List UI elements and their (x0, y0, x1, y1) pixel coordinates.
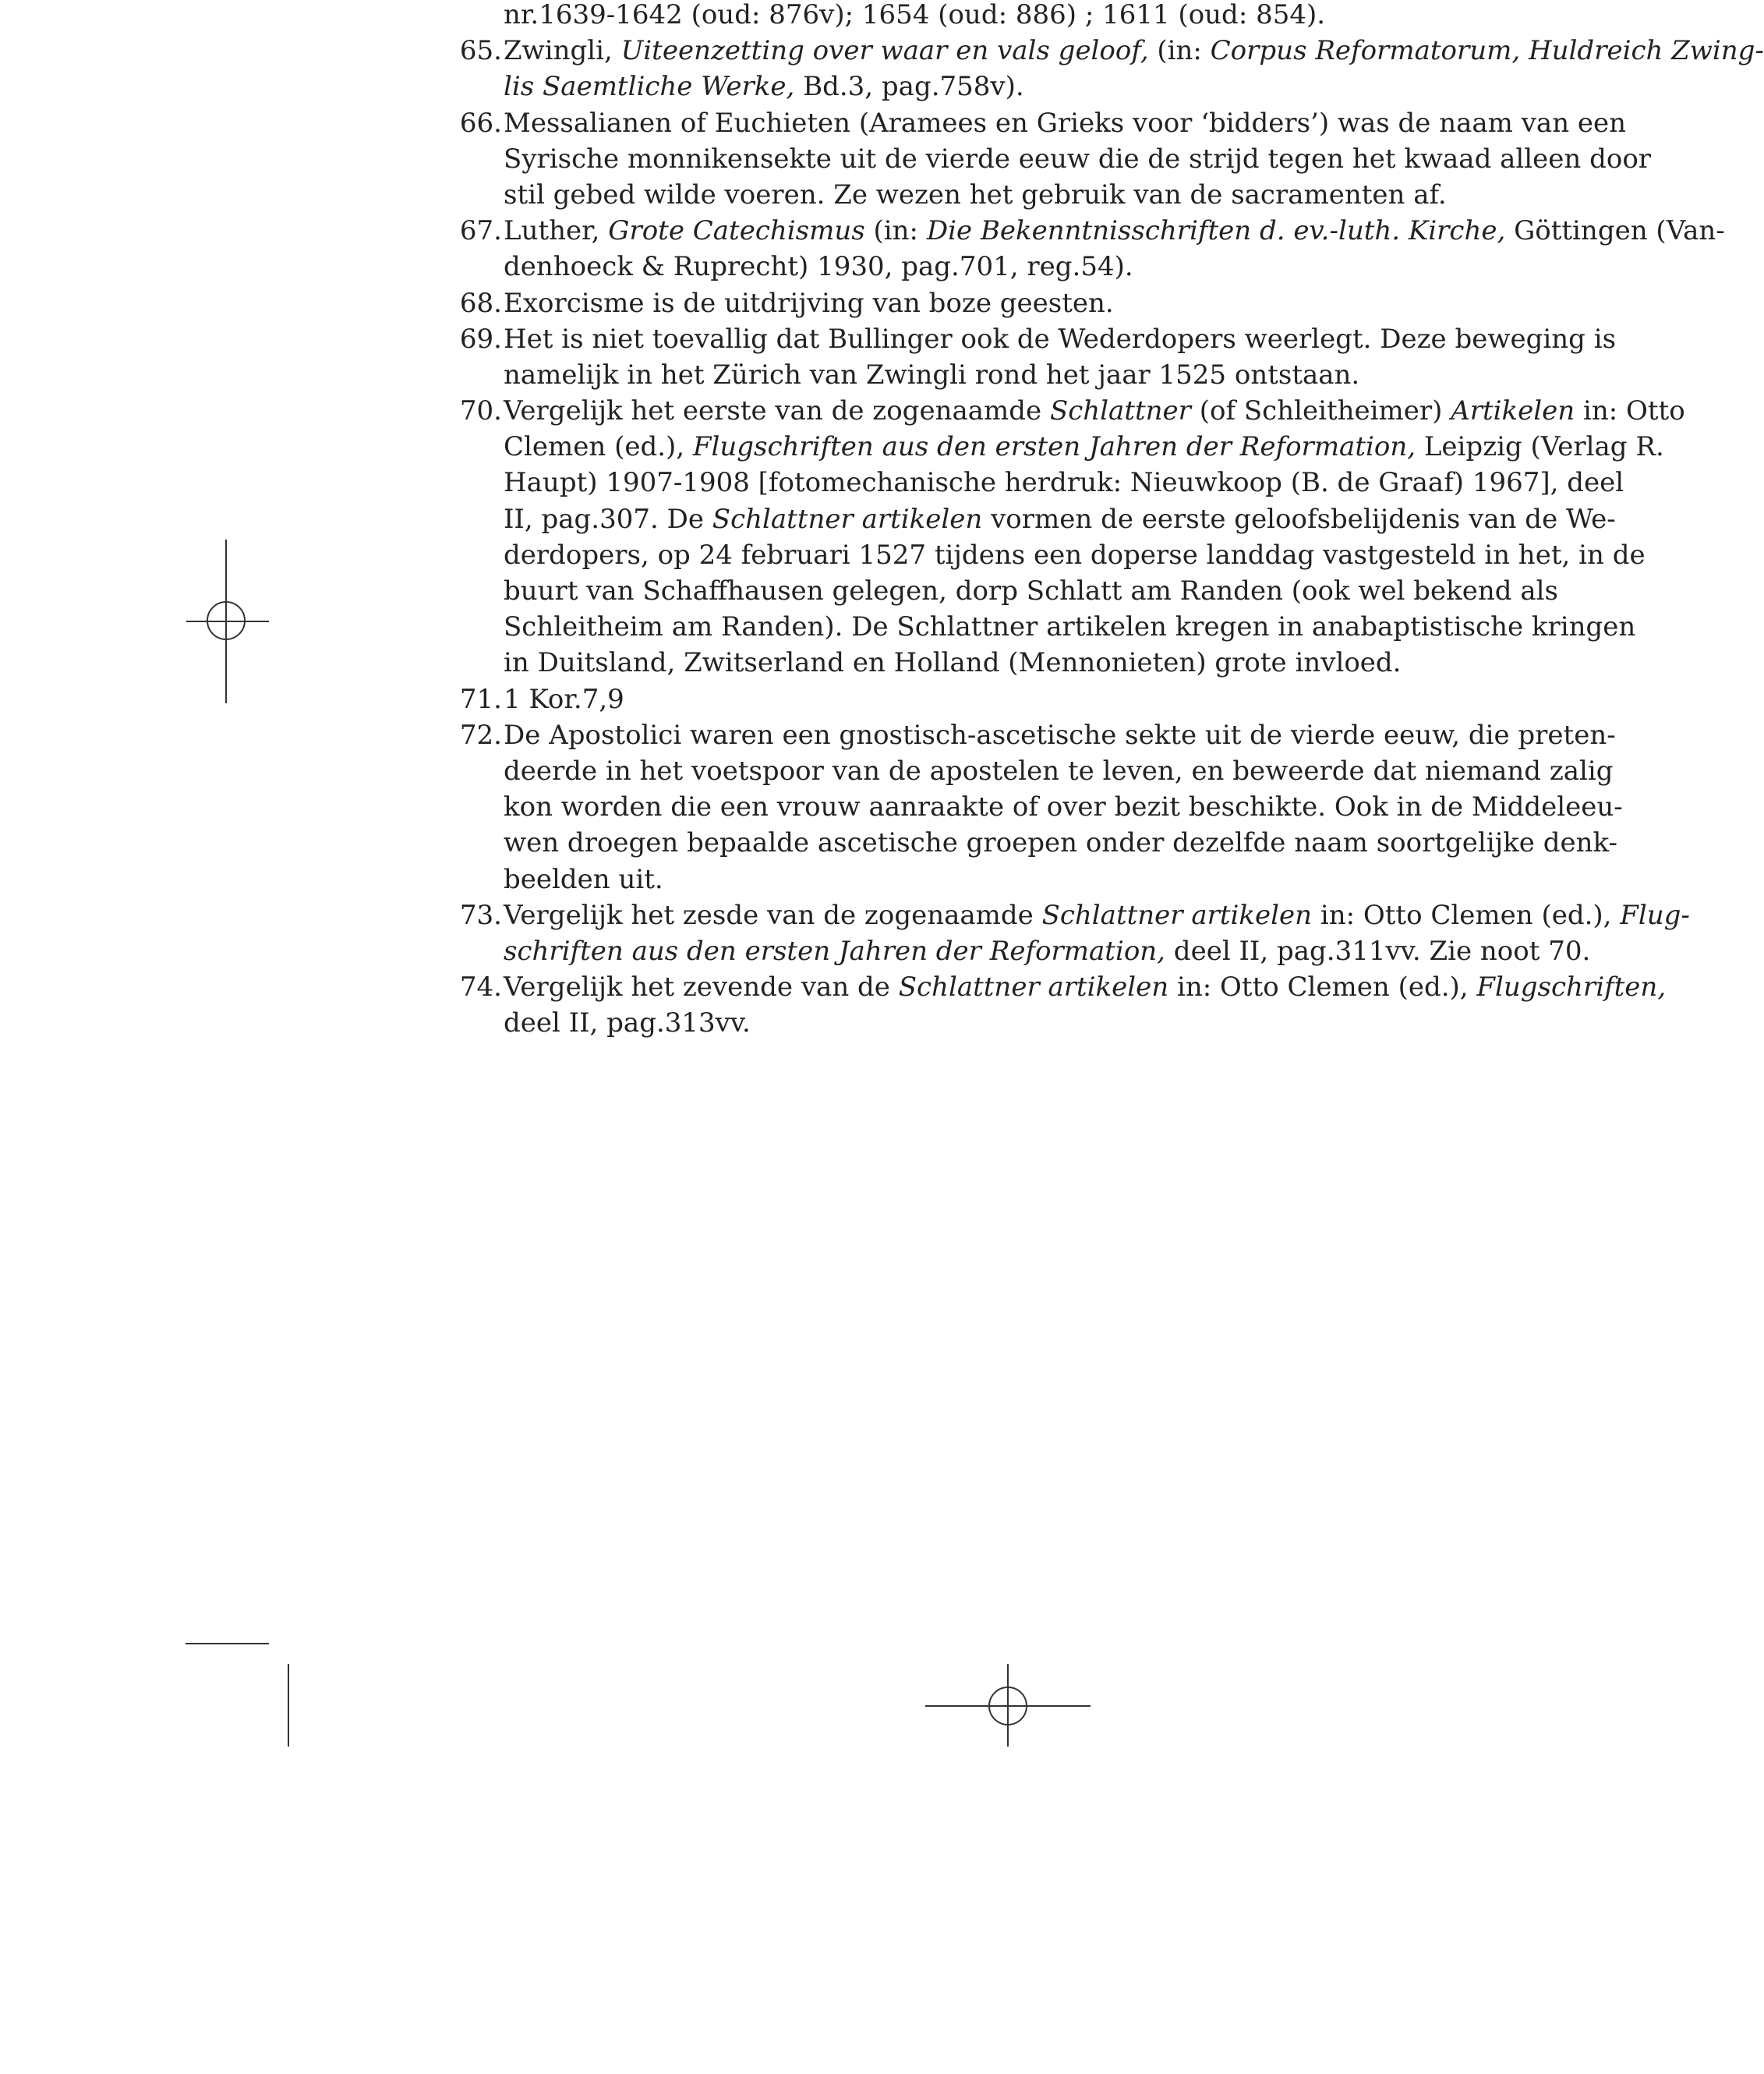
footnote-italic-text: Uiteenzetting over waar en vals geloof, (620, 35, 1149, 67)
footnote-text (504, 1005, 751, 1041)
footnote-plain-text: Schleitheim am Randen). De Schlattner artikelen kregen in anabaptistische kringen (504, 611, 1636, 643)
footnote-line-continuation (437, 249, 1438, 285)
footnote-text (504, 105, 1626, 141)
footnote-line-continuation (437, 537, 1646, 573)
footnote-text (504, 753, 1614, 789)
footnote-line-start (437, 393, 1685, 429)
footnote-line-start (437, 969, 1667, 1005)
footnote-text (504, 933, 1590, 969)
footnote-plain-text: II, pag.307. De (504, 503, 712, 535)
footnote-plain-text: deel II, pag.313vv. (504, 1007, 751, 1039)
footnote-plain-text: Luther, (504, 215, 609, 247)
footnote-plain-text: (in: (864, 215, 927, 247)
footnote-plain-text: Vergelijk het eerste van de zogenaamde (504, 395, 1050, 427)
footnote-number: 70. (459, 395, 502, 427)
footnote-plain-text: buurt van Schaffhausen gelegen, dorp Schlatt am Randen (ook wel bekend als (504, 575, 1558, 607)
footnote-text (504, 285, 1114, 321)
footnote-line-continuation (437, 465, 1624, 501)
footnote-text (504, 501, 1616, 537)
footnote-number: 67. (459, 215, 502, 247)
footnote-text (504, 141, 1651, 177)
footnote-line-continuation (437, 69, 1438, 104)
footnote-text (504, 213, 1725, 249)
footnote-text (504, 645, 1401, 681)
footnote-text (504, 0, 1325, 33)
footnote-plain-text: Syrische monnikensekte uit de vierde eeuw die de strijd tegen het kwaad alleen door (504, 143, 1652, 175)
footnote-plain-text: Zwingli, (504, 35, 621, 67)
footnote-line-continuation (437, 141, 1652, 177)
footnote-plain-text: Clemen (ed.), (504, 431, 693, 463)
footnote-plain-text: in: Otto Clemen (ed.), (1312, 899, 1621, 931)
footnote-plain-text: deerde in het voetspoor van de apostelen te leven, en beweerde dat niemand zalig (504, 755, 1614, 787)
footnote-line-continuation (437, 862, 1438, 897)
footnote-italic-text: Grote Catechismus (608, 215, 865, 247)
footnote-text (504, 249, 1133, 285)
footnote-line-start (437, 717, 1616, 753)
footnote-plain-text: Göttingen (Van- (1505, 215, 1725, 247)
footnote-italic-text: Artikelen (1451, 395, 1575, 427)
footnote-number: 71. (459, 683, 502, 715)
footnote-text (504, 825, 1617, 861)
footnote-plain-text: Messalianen of Euchieten (Aramees en Grieks voor ‘bidders’) was de naam van een (504, 107, 1627, 139)
footnote-text (504, 33, 1764, 69)
footnote-plain-text: in: Otto Clemen (ed.), (1168, 972, 1477, 1003)
footnote-italic-text: Schlattner artikelen (712, 503, 983, 535)
footnote-text (504, 357, 1359, 393)
footnote-text (504, 573, 1558, 609)
footnote-plain-text: denhoeck & Ruprecht) 1930, pag.701, reg.54). (504, 251, 1133, 283)
footnote-text (504, 537, 1646, 573)
footnote-line-continuation (437, 177, 1447, 213)
footnote-line-continuation (437, 789, 1623, 825)
footnote-line-continuation (437, 429, 1664, 465)
footnote-line-start (437, 105, 1627, 141)
footnote-plain-text: Bd.3, pag.758v). (794, 71, 1024, 103)
footnote-italic-text: Corpus Reformatorum, Huldreich Zwing- (1210, 35, 1764, 67)
footnote-plain-text: Vergelijk het zevende van de (504, 972, 899, 1003)
footnote-italic-text: Flugschriften aus den ersten Jahren der Reformation, (692, 431, 1416, 463)
footnote-italic-text: Flugschriften, (1476, 972, 1667, 1003)
footnote-line-start (437, 897, 1690, 933)
footnote-plain-text: Leipzig (Verlag R. (1416, 431, 1664, 463)
footnote-text (504, 321, 1616, 357)
footnote-italic-text: Flug- (1620, 899, 1690, 931)
footnote-text (504, 69, 1024, 104)
footnote-plain-text: Haupt) 1907-1908 [fotomechanische herdruk: Nieuwkoop (B. de Graaf) 1967], deel (504, 467, 1624, 499)
footnote-italic-text: Die Bekenntnisschriften d. ev.-luth. Kirche, (926, 215, 1506, 247)
footnote-number: 74. (459, 972, 502, 1003)
footnote-plain-text: stil gebed wilde voeren. Ze wezen het gebruik van de sacramenten af. (504, 179, 1447, 211)
footnote-plain-text: deel II, pag.311vv. Zie noot 70. (1165, 935, 1591, 967)
footnote-line-start (437, 285, 1438, 321)
footnote-number: 69. (459, 323, 502, 355)
footnote-plain-text: (of Schleitheimer) (1190, 395, 1451, 427)
footnote-number: 73. (459, 899, 502, 931)
footnote-plain-text: nr.1639-1642 (oud: 876v); 1654 (oud: 886) ; 1611 (oud: 854). (504, 0, 1326, 30)
footnote-line-continuation (437, 933, 1591, 969)
footnote-text (504, 969, 1666, 1005)
footnote-italic-text: lis Saemtliche Werke, (504, 71, 795, 103)
footnote-line-continuation (437, 753, 1614, 789)
footnote-italic-text: schriften aus den ersten Jahren der Reformation, (504, 935, 1165, 967)
footnote-text (504, 717, 1616, 753)
footnote-text (504, 393, 1685, 429)
footnote-line-continuation (437, 609, 1636, 645)
footnote-line-continuation (437, 1005, 1438, 1041)
footnote-line-continuation (437, 825, 1617, 861)
footnote-line-continuation (437, 357, 1438, 393)
footnote-plain-text: kon worden die een vrouw aanraakte of over bezit beschikte. Ook in de Middeleeu- (504, 791, 1623, 823)
footnote-plain-text: Vergelijk het zesde van de zogenaamde (504, 899, 1042, 931)
footnote-text (504, 862, 663, 897)
footnote-plain-text: Het is niet toevallig dat Bullinger ook de Wederdopers weerlegt. Deze beweging is (504, 323, 1617, 355)
footnote-italic-text: Schlattner artikelen (898, 972, 1169, 1003)
footnote-plain-text: namelijk in het Zürich van Zwingli rond het jaar 1525 ontstaan. (504, 359, 1360, 391)
footnote-line-start (437, 33, 1764, 69)
footnote-text (504, 681, 624, 717)
footnote-plain-text: wen droegen bepaalde ascetische groepen onder dezelfde naam soortgelijke denk- (504, 827, 1617, 859)
footnote-line-start (437, 681, 1438, 717)
footnote-plain-text: De Apostolici waren een gnostisch-ascetische sekte uit de vierde eeuw, die preten- (504, 719, 1616, 751)
footnote-text (504, 897, 1690, 933)
footnote-plain-text: Exorcisme is de uitdrijving van boze geesten. (504, 287, 1114, 319)
footnote-text (504, 609, 1635, 645)
footnote-line-continuation (437, 645, 1438, 681)
footnote-plain-text: derdopers, op 24 februari 1527 tijdens een doperse landdag vastgesteld in het, in de (504, 539, 1646, 571)
footnote-line-continuation (437, 0, 1438, 33)
footnote-text (504, 465, 1624, 501)
footnote-number: 68. (459, 287, 502, 319)
footnote-plain-text: vormen de eerste geloofsbelijdenis van de We- (982, 503, 1616, 535)
footnote-text (504, 429, 1664, 465)
footnote-plain-text: beelden uit. (504, 863, 663, 895)
footnote-plain-text: in: Otto (1575, 395, 1685, 427)
footnotes-list (437, 0, 1764, 1041)
footnote-plain-text: 1 Kor.7,9 (504, 683, 624, 715)
footnote-text (504, 177, 1447, 213)
footnote-number: 72. (459, 719, 502, 751)
footnote-line-continuation (437, 573, 1558, 609)
footnote-line-start (437, 213, 1725, 249)
footnote-plain-text: in Duitsland, Zwitserland en Holland (Mennonieten) grote invloed. (504, 647, 1402, 679)
footnote-text (504, 789, 1623, 825)
footnote-italic-text: Schlattner (1049, 395, 1191, 427)
footnote-number: 66. (459, 107, 502, 139)
footnote-line-start (437, 321, 1617, 357)
footnote-italic-text: Schlattner artikelen (1041, 899, 1313, 931)
footnote-plain-text: (in: (1148, 35, 1211, 67)
footnote-number: 65. (459, 35, 502, 67)
footnote-line-continuation (437, 501, 1616, 537)
